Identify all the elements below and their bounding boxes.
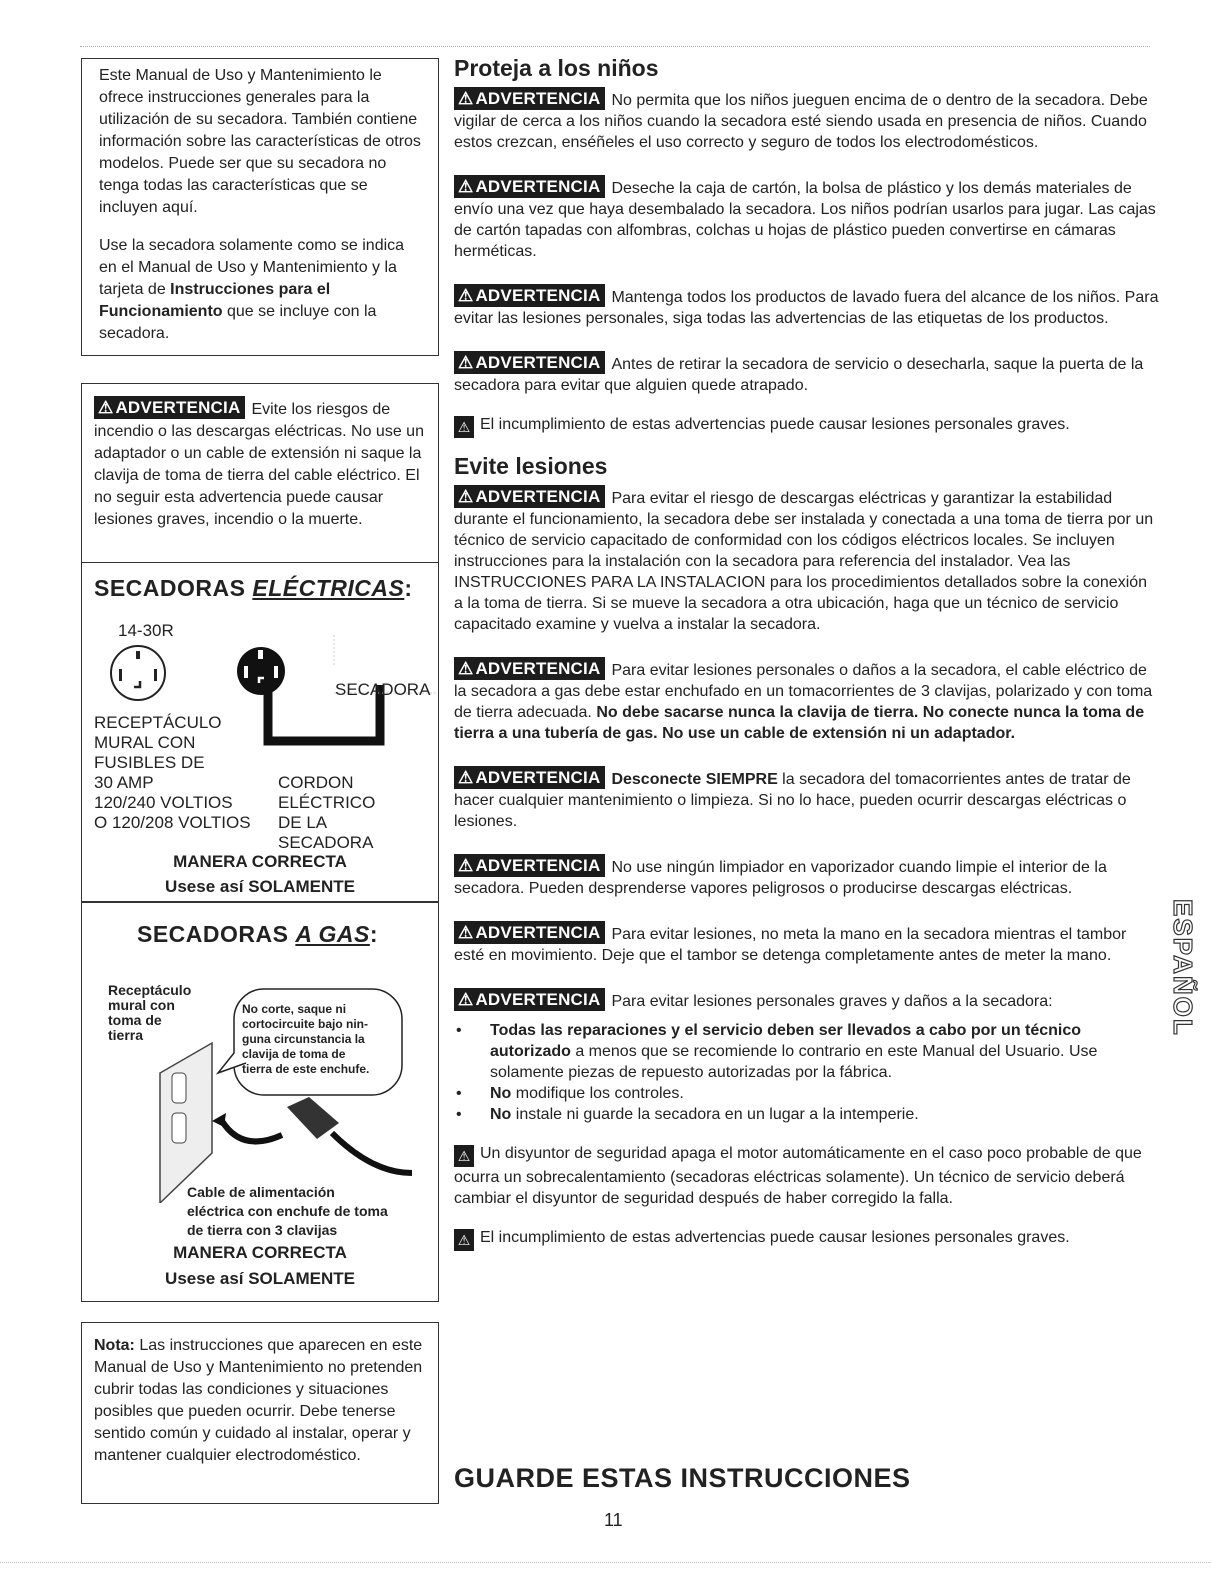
warning-triangle-icon: ⚠ (458, 286, 474, 305)
warning-triangle-icon: ⚠ (458, 856, 474, 875)
warning-badge (454, 988, 605, 1011)
warning-badge (454, 351, 605, 374)
cord-line: DE LA (278, 813, 328, 832)
side-tab-text: ESPAÑOL (1168, 899, 1198, 1037)
warning-badge (454, 485, 605, 508)
badge-label: ADVERTENCIA (475, 768, 601, 787)
avoid-injury-heading: Evite lesiones (454, 453, 608, 479)
injury-warning-2 (454, 657, 1159, 744)
electric-title (94, 575, 412, 602)
bullet-bold: Todas las reparaciones y el servicio deben ser llevados a cabo por un técnico autorizado (490, 1022, 1082, 1060)
warning-badge (454, 854, 605, 877)
gas-receptacle-line: toma de (108, 1012, 162, 1028)
warning-text: Deseche la caja de cartón, la bolsa de plástico y los demás materiales de envío una vez que haya desembalado la secadora. Los niños podrían usarlos para jugar. Las cajas de cartón tapadas con alfombras, colchas u hojas de plástico pueden convertirse en cámaras herméticas. (454, 180, 1156, 260)
electric-title-b: ELÉCTRICAS (252, 575, 405, 601)
electric-correct-label: MANERA CORRECTA (173, 852, 347, 871)
bullet-text: a menos que se recomiende lo contrario en este Manual del Usuario. Use solamente piezas de repuesto autorizadas por la fábrica. (490, 1043, 1098, 1081)
protect-warning-3 (454, 284, 1159, 329)
note-label: Nota: (94, 1337, 135, 1354)
intro-p2-bold: Instrucciones para el Funcionamiento (99, 281, 331, 320)
gas-receptacle-line: Receptáculo (108, 982, 192, 998)
bottom-rule (0, 1562, 1211, 1563)
protect-failure-note (454, 414, 1159, 438)
cable-line: Cable de alimentación (187, 1184, 335, 1200)
warning-badge (454, 766, 605, 789)
warning-text: Antes de retirar la secadora de servicio o desecharla, saque la puerta de la secadora para evitar que alguien quede atrapado. (454, 356, 1144, 394)
warning-bold-text: No debe sacarse nunca la clavija de tierra. No conecte nunca la toma de tierra a una tubería de gas. No use un cable de extensión ni un adaptador. (454, 704, 1145, 742)
intro-p2-text: Use la secadora solamente como se indica en el Manual de Uso y Mantenimiento y la tarjeta de (99, 237, 405, 298)
badge-label: ADVERTENCIA (115, 398, 241, 417)
gas-dryers-panel (81, 902, 439, 1302)
fire-warning-box (81, 383, 439, 562)
gas-title-b: A GAS (295, 921, 370, 947)
note-box (81, 1322, 439, 1504)
injury-warning-3 (454, 766, 1159, 832)
dryer-label: SECADORA (335, 680, 431, 699)
injury-warning-6 (454, 988, 1159, 1012)
bubble-line: guna circunstancia la (242, 1032, 365, 1046)
receptacle-line: 120/240 VOLTIOS (94, 793, 233, 812)
warning-triangle-icon: ⚠ (458, 990, 474, 1009)
note-text: Las instrucciones que aparecen en este Manual de Uso y Mantenimiento no pretenden cubrir todas las condiciones y situaciones posibles que pueden ocurrir. Debe tenerse sentido común y cuidado al instalar, operar y mantener cualquier electrodoméstico. (94, 1337, 423, 1464)
receptacle-line: MURAL CON (94, 733, 196, 752)
bullet-bold: No (490, 1085, 512, 1102)
cord-line: SECADORA (278, 833, 374, 852)
injury-warning-1 (454, 485, 1159, 635)
badge-label: ADVERTENCIA (475, 177, 601, 196)
receptacle-line: 30 AMP (94, 773, 154, 792)
warning-text: Mantenga todos los productos de lavado fuera del alcance de los niños. Para evitar las lesiones personales, siga todas las advertencias de las etiquetas de los productos. (454, 289, 1159, 327)
receptacle-code: 14-30R (118, 621, 174, 640)
warning-text: No use ningún limpiador en vaporizador cuando limpie el interior de la secadora. Pueden desprenderse vapores peligrosos o producirse descargas eléctricas. (454, 859, 1107, 897)
electric-only-label: Usese así SOLAMENTE (165, 877, 355, 896)
receptacle-line: RECEPTÁCULO (94, 713, 222, 732)
badge-label: ADVERTENCIA (475, 286, 601, 305)
receptacle-line: O 120/208 VOLTIOS (94, 813, 251, 832)
warning-badge (94, 396, 245, 419)
warning-badge (454, 175, 605, 198)
injury-failure-note (454, 1227, 1159, 1251)
receptacle-label-group (94, 713, 251, 833)
warning-triangle-icon: ⚠ (454, 416, 474, 438)
page-number: 11 (604, 1510, 623, 1530)
warning-triangle-icon: ⚠ (98, 398, 114, 417)
intro-box (81, 58, 439, 356)
warning-triangle-icon: ⚠ (458, 768, 474, 787)
warning-triangle-icon: ⚠ (458, 923, 474, 942)
cord-label-group (278, 773, 375, 853)
warning-triangle-icon: ⚠ (458, 177, 474, 196)
bubble-line: tierra de este enchufe. (242, 1062, 370, 1076)
warning-text: Para evitar lesiones personales graves y daños a la secadora: (611, 993, 1053, 1010)
language-side-tab (1160, 895, 1202, 1065)
electric-title-a: SECADORAS (94, 575, 246, 601)
warning-text: Para evitar lesiones personales o daños a la secadora, el cable eléctrico de la secadora a gas debe estar enchufado en un tomacorrientes de 3 clavijas, polarizado y con toma de tierra adecuada. (454, 662, 1153, 721)
top-rule (80, 46, 1150, 47)
safety-instructions-column (454, 55, 1159, 1269)
cable-line: eléctrica con enchufe de toma (187, 1203, 388, 1219)
warning-triangle-icon: ⚠ (458, 353, 474, 372)
warning-triangle-icon: ⚠ (458, 89, 474, 108)
intro-paragraph-1: Este Manual de Uso y Mantenimiento le ofrece instrucciones generales para la utilización de su secadora. También contiene información sobre las características de otros modelos. Puede ser que su secadora no tenga todas las características que se incluyen aquí. (99, 67, 421, 216)
badge-label: ADVERTENCIA (475, 353, 601, 372)
bullet-text: modifique los controles. (511, 1085, 684, 1102)
warning-badge (454, 284, 605, 307)
badge-label: ADVERTENCIA (475, 487, 601, 506)
warning-triangle-icon: ⚠ (458, 487, 474, 506)
breaker-note (454, 1143, 1159, 1209)
bubble-line: cortocircuite bajo nin- (242, 1017, 369, 1031)
save-instructions-heading: GUARDE ESTAS INSTRUCCIONES (454, 1463, 911, 1493)
badge-label: ADVERTENCIA (475, 89, 601, 108)
warning-badge (454, 657, 605, 680)
cord-line: ELÉCTRICO (278, 793, 376, 812)
warning-badge (454, 921, 605, 944)
gas-correct-label: MANERA CORRECTA (173, 1243, 347, 1262)
gas-title-a: SECADORAS (137, 921, 289, 947)
failure-text: El incumplimiento de estas advertencias puede causar lesiones personales graves. (480, 416, 1070, 433)
gas-only-label: Usese así SOLAMENTE (165, 1269, 355, 1288)
warning-text: Para evitar lesiones, no meta la mano en la secadora mientras el tambor esté en movimiento. Deje que el tambor se detenga completamente antes de meter la mano. (454, 926, 1127, 964)
cable-label (187, 1183, 388, 1240)
warning-badge (454, 87, 605, 110)
gas-title-colon: : (369, 921, 379, 947)
protect-warning-1 (454, 87, 1159, 153)
bubble-line: No corte, saque ni (242, 1002, 347, 1016)
list-item (490, 1104, 1159, 1125)
warning-triangle-icon: ⚠ (454, 1229, 474, 1251)
failure-text: El incumplimiento de estas advertencias puede causar lesiones personales graves. (480, 1229, 1070, 1246)
warning-triangle-icon: ⚠ (454, 1145, 474, 1167)
gas-receptacle-line: tierra (108, 1027, 144, 1043)
intro-p2-end: que se incluye con la secadora. (99, 303, 377, 342)
cord-line: CORDON (278, 773, 354, 792)
bullet-text: instale ni guarde la secadora en un lugar a la intemperie. (511, 1106, 919, 1123)
protect-children-heading: Proteja a los niños (454, 55, 659, 81)
badge-label: ADVERTENCIA (475, 990, 601, 1009)
warning-text: Para evitar el riesgo de descargas eléctricas y garantizar la estabilidad durante el funcionamiento, la secadora debe ser instalada y conectada a una toma de tierra por un técnico de servicio capacitado de conformidad con los códigos eléctricos locales. Se incluyen instrucciones para la instalación con la secadora para referencia del instalador. Vea las INSTRUCCIONES PARA LA INSTALACION para los procedimientos detallados sobre la conexión a la toma de tierra. Si se mueve la secadora a otra ubicación, haga que un técnico de servicio capacitado examine y vuelva a instalar la secadora. (454, 490, 1154, 633)
warning-bubble-text (242, 1002, 402, 1077)
list-item (490, 1020, 1159, 1083)
intro-paragraph-2 (99, 235, 424, 345)
warning-triangle-icon: ⚠ (458, 659, 474, 678)
breaker-text: Un disyuntor de seguridad apaga el motor automáticamente en el caso poco probable de que ocurra un sobrecalentamiento (secadoras eléctricas solamente). Un técnico de servicio deberá cambiar el disyuntor de seguridad después de haber corregido la falla. (454, 1145, 1142, 1207)
gas-title (137, 921, 378, 948)
list-item (490, 1083, 1159, 1104)
injury-warning-4 (454, 854, 1159, 899)
badge-label: ADVERTENCIA (475, 923, 601, 942)
cable-line: de tierra con 3 clavijas (187, 1222, 338, 1238)
badge-label: ADVERTENCIA (475, 659, 601, 678)
badge-label: ADVERTENCIA (475, 856, 601, 875)
warning-bold-text: Desconecte SIEMPRE (611, 771, 778, 788)
injury-bullet-list (454, 1020, 1159, 1125)
fire-warning-text: Evite los riesgos de incendio o las descargas eléctricas. No use un adaptador o un cable de extensión ni saque la clavija de toma de tierra del cable eléctrico. El no seguir esta advertencia puede causar lesiones graves, incendio o la muerte. (94, 401, 424, 528)
bullet-bold: No (490, 1106, 512, 1123)
electric-title-colon: : (404, 575, 413, 601)
warning-text: la secadora del tomacorrientes antes de tratar de hacer cualquier mantenimiento o limpieza. Si no lo hace, pueden ocurrir descargas eléctricas o lesiones. (454, 771, 1131, 830)
protect-warning-2 (454, 175, 1159, 262)
bubble-line: clavija de toma de (242, 1047, 346, 1061)
electric-dryers-panel (81, 562, 439, 902)
protect-warning-4 (454, 351, 1159, 396)
injury-warning-5 (454, 921, 1159, 966)
receptacle-line: FUSIBLES DE (94, 753, 205, 772)
warning-text: No permita que los niños jueguen encima de o dentro de la secadora. Debe vigilar de cerca a los niños cuando la secadora esté siendo usada en presencia de niños. Cuando estos crezcan, enséñeles el uso correcto y seguro de todos los electrodomésticos. (454, 92, 1148, 151)
gas-receptacle-line: mural con (108, 997, 175, 1013)
